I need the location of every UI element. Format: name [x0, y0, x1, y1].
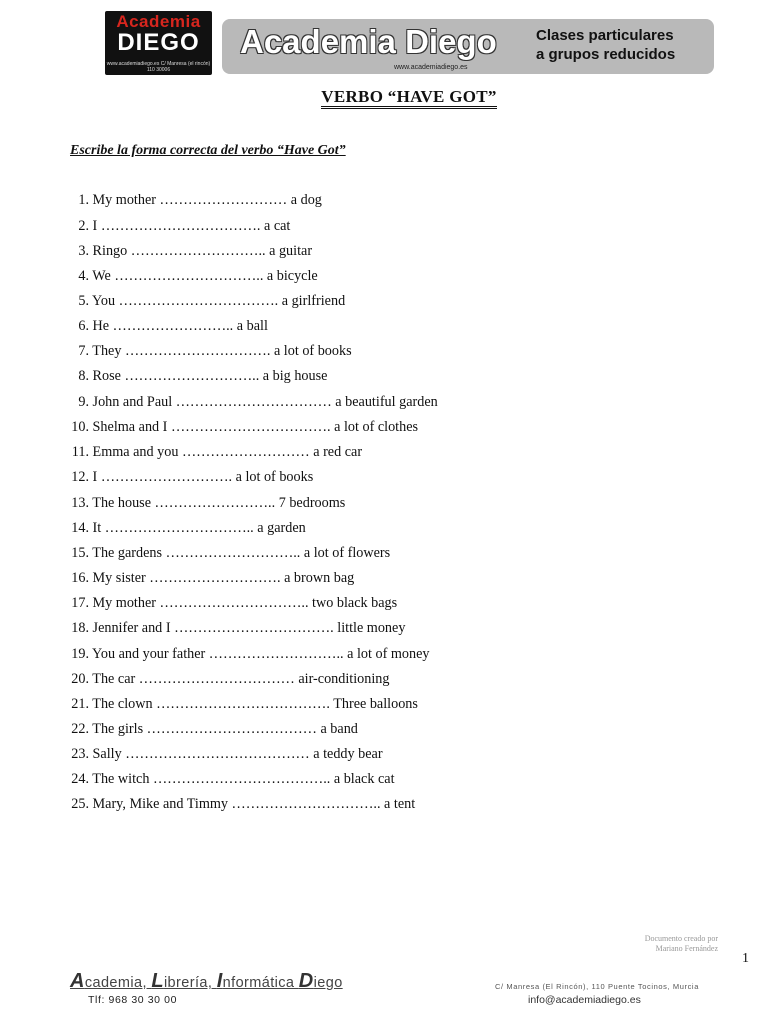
exercise-item	[0, 268, 318, 288]
exercise-sentence: Ringo ……………………….. a guitar	[92, 243, 313, 259]
exercise-item	[0, 444, 362, 464]
slogan-line1: Clases particulares	[536, 27, 674, 44]
exercise-item	[0, 495, 345, 515]
exercise-sentence: It ………………………….. a garden	[92, 520, 306, 536]
exercise-sentence: The gardens ……………………….. a lot of flowers	[92, 545, 391, 561]
header-banner	[222, 19, 714, 74]
logo-line1: Academia	[116, 12, 201, 31]
exercise-sentence: My mother ………………………….. two black bags	[92, 595, 398, 611]
exercise-sentence: My sister ………………………. a brown bag	[92, 570, 355, 586]
exercise-item	[0, 243, 312, 263]
exercise-number: 11.	[71, 444, 89, 460]
exercise-sentence: The witch ……………………………….. a black cat	[92, 771, 395, 787]
exercise-sentence: They …………………………. a lot of books	[92, 343, 352, 359]
exercise-number: 9.	[78, 394, 89, 410]
exercise-sentence: He …………………….. a ball	[92, 318, 268, 334]
exercise-sentence: You and your father ……………………….. a lot of money	[92, 646, 430, 662]
exercise-sentence: Rose ……………………….. a big house	[92, 368, 328, 384]
exercise-item	[0, 343, 352, 363]
footer-address: C/ Manresa (El Rincón), 110 Puente Tocinos, Murcia	[495, 982, 699, 991]
exercise-sentence: Shelma and I ……………………………. a lot of clothes	[92, 419, 419, 435]
exercise-sentence: I ………………………. a lot of books	[92, 469, 314, 485]
footer-brand-part: iego	[313, 975, 343, 991]
footer-brand-part: nformática	[222, 975, 299, 991]
exercise-number: 19.	[71, 646, 89, 662]
exercise-item	[0, 469, 313, 489]
banner-website: www.academiadiego.es	[394, 64, 468, 71]
exercise-number: 2.	[78, 218, 89, 234]
exercise-number: 8.	[78, 368, 89, 384]
footer-brand-part: ibrería,	[163, 975, 217, 991]
exercise-number: 18.	[71, 620, 89, 636]
exercise-sentence: I ……………………………. a cat	[92, 218, 291, 234]
exercise-item	[0, 696, 418, 716]
instruction: Escribe la forma correcta del verbo “Have Got”	[70, 143, 346, 158]
exercise-item	[0, 595, 397, 615]
exercise-number: 22.	[71, 721, 89, 737]
exercise-item	[0, 570, 354, 590]
exercise-number: 5.	[78, 293, 89, 309]
author-note	[645, 934, 718, 954]
exercise-sentence: Jennifer and I ……………………………. little money	[92, 620, 406, 636]
exercise-item	[0, 394, 438, 414]
footer-brand-part: cademia,	[84, 975, 152, 991]
exercise-item	[0, 620, 405, 640]
exercise-item	[0, 545, 390, 565]
footer-brand-initial-l: L	[151, 970, 164, 992]
exercise-number: 13.	[71, 495, 89, 511]
banner-slogan	[536, 26, 675, 64]
logo	[105, 11, 212, 75]
exercise-number: 21.	[71, 696, 89, 712]
exercise-item	[0, 771, 395, 791]
exercise-number: 16.	[71, 570, 89, 586]
exercise-number: 15.	[71, 545, 89, 561]
exercise-item	[0, 796, 415, 816]
exercise-number: 14.	[71, 520, 89, 536]
exercise-item	[0, 520, 306, 540]
exercise-item	[0, 293, 345, 313]
logo-small-text: www.academiadiego.es C/ Manresa (el rincón) 110 30006	[106, 61, 211, 73]
exercise-item	[0, 318, 268, 338]
page-title	[0, 87, 768, 107]
author-note-line2: Mariano Fernández	[655, 944, 718, 953]
exercise-item	[0, 419, 418, 439]
exercise-number: 10.	[71, 419, 89, 435]
exercise-sentence: John and Paul …………………………… a beautiful garden	[92, 394, 438, 410]
slogan-line2: a grupos reducidos	[536, 46, 676, 63]
exercise-number: 23.	[71, 746, 89, 762]
banner-brand: Academia Diego	[240, 23, 497, 60]
exercise-item	[0, 671, 390, 691]
exercise-item	[0, 192, 322, 212]
page-number: 1	[742, 951, 749, 966]
exercise-item	[0, 368, 327, 388]
exercise-number: 24.	[71, 771, 89, 787]
footer-phone: Tlf: 968 30 30 00	[88, 994, 178, 1006]
exercise-sentence: The car …………………………… air-conditioning	[92, 671, 390, 687]
exercise-sentence: Mary, Mike and Timmy ………………………….. a tent	[92, 796, 416, 812]
footer-email[interactable]: info@academiadiego.es	[528, 994, 641, 1006]
exercise-sentence: You ……………………………. a girlfriend	[92, 293, 346, 309]
author-note-line1: Documento creado por	[644, 934, 718, 943]
page-title-text: VERBO “HAVE GOT”	[321, 87, 496, 109]
exercise-number: 20.	[71, 671, 89, 687]
exercise-item	[0, 218, 290, 238]
footer-brand	[70, 970, 343, 993]
exercise-number: 17.	[71, 595, 89, 611]
exercise-number: 12.	[71, 469, 89, 485]
exercise-sentence: Emma and you ……………………… a red car	[92, 444, 363, 460]
exercise-sentence: Sally ………………………………… a teddy bear	[92, 746, 383, 762]
exercise-item	[0, 721, 358, 741]
exercise-sentence: We ………………………….. a bicycle	[92, 268, 318, 284]
logo-line2: DIEGO	[117, 29, 200, 56]
footer-brand-initial-i: I	[216, 970, 223, 992]
exercise-item	[0, 646, 429, 666]
exercise-number: 25.	[71, 796, 89, 812]
exercise-number: 4.	[78, 268, 89, 284]
footer-brand-initial-d: D	[298, 970, 314, 992]
exercise-number: 7.	[78, 343, 89, 359]
exercise-sentence: My mother ……………………… a dog	[92, 192, 322, 208]
exercise-sentence: The girls ……………………………… a band	[92, 721, 358, 737]
exercise-number: 1.	[78, 192, 89, 208]
exercise-sentence: The house …………………….. 7 bedrooms	[92, 495, 346, 511]
exercise-number: 3.	[78, 243, 89, 259]
exercise-item	[0, 746, 383, 766]
exercise-number: 6.	[78, 318, 89, 334]
footer-brand-initial-a: A	[70, 970, 85, 992]
exercise-sentence: The clown ………………………………. Three balloons	[92, 696, 418, 712]
